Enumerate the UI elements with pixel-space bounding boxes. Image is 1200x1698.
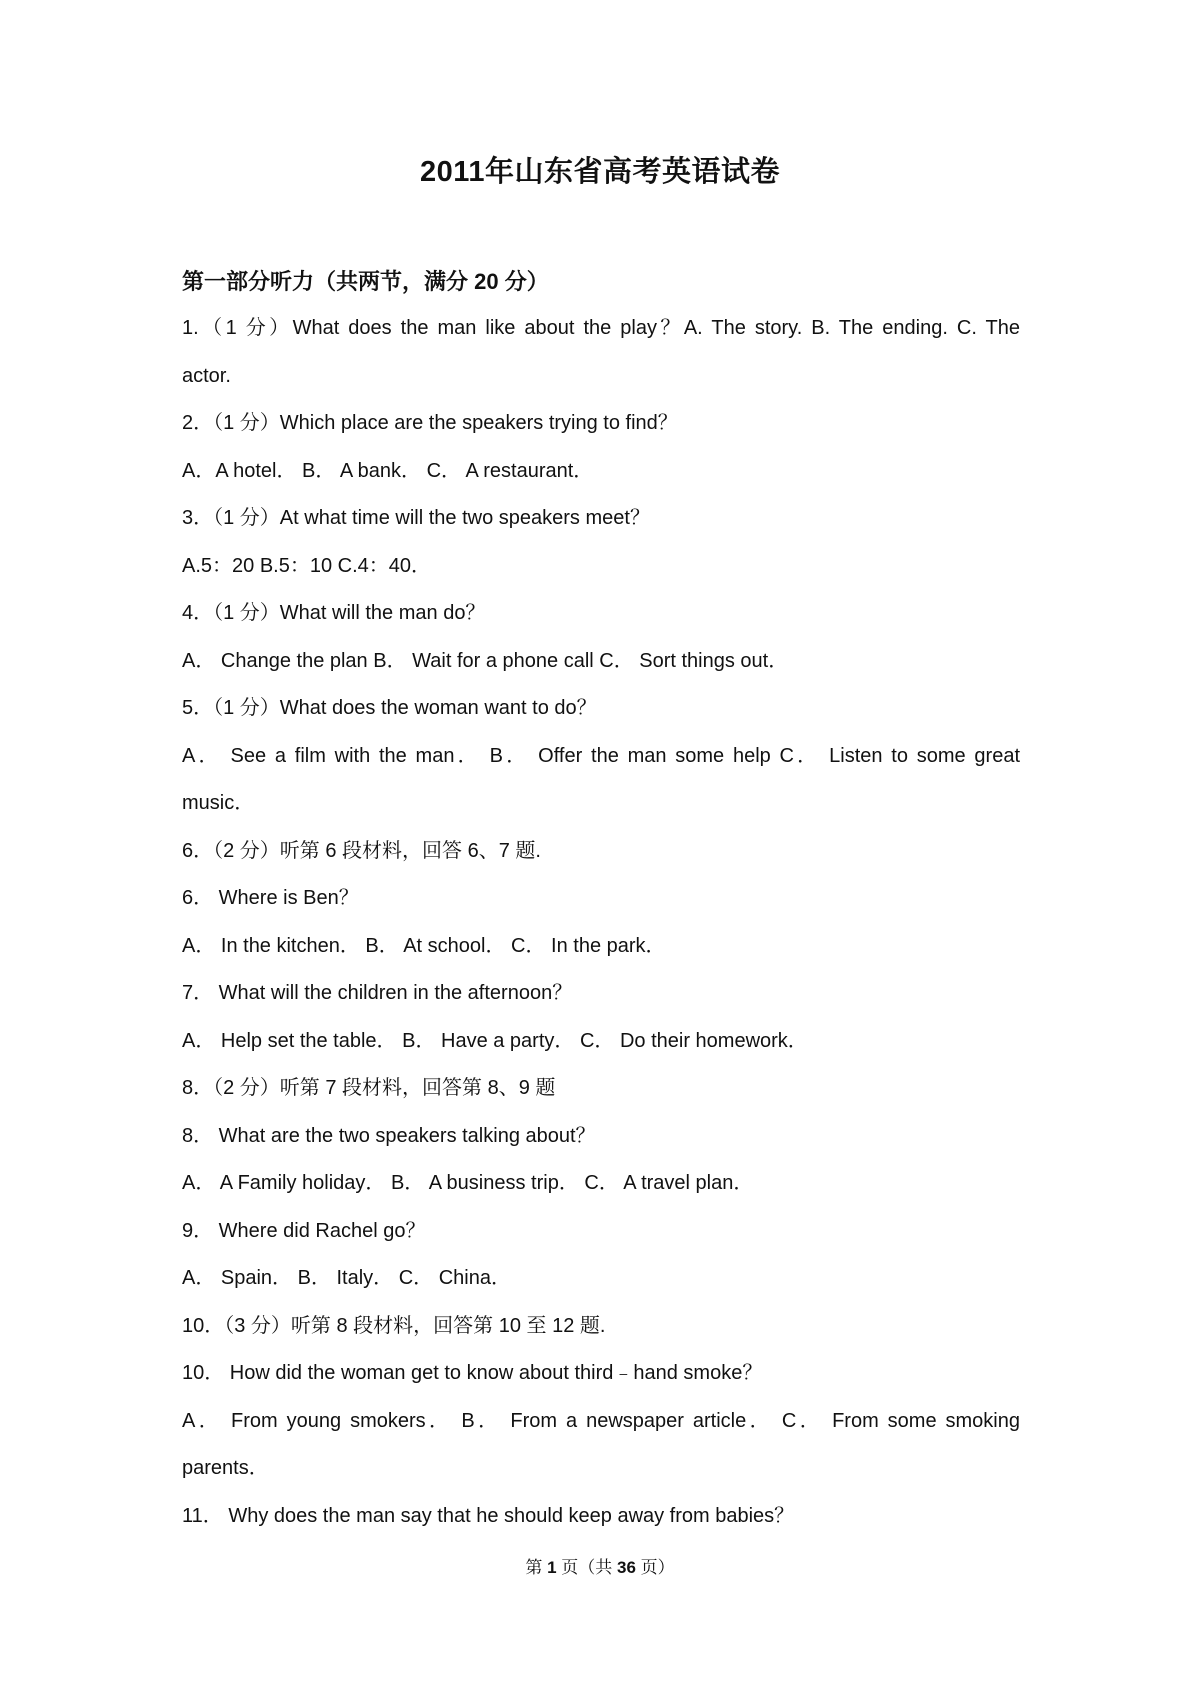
footer-total-pages: 36: [617, 1558, 636, 1577]
document-body: [182, 258, 1020, 1540]
text-line: 3．（1 分）At what time will the two speakers meet？: [182, 507, 650, 529]
text-line: A． From young smokers． B． From a newspaper article． C． From some smoking: [182, 1409, 1020, 1432]
text-line: 7． What will the children in the afternoon？: [182, 982, 573, 1004]
text-line: 8． What are the two speakers talking about？: [182, 1124, 596, 1147]
page-title: 2011年山东省高考英语试卷: [420, 156, 780, 188]
text-line: actor.: [182, 364, 231, 387]
text-line: music．: [182, 792, 255, 814]
text-line: 1.（1 分）What does the man like about the play？A. The story. B. The ending. C. The: [182, 317, 1020, 339]
footer-middle: 页（共: [556, 1558, 617, 1577]
footer-page-number: 1: [547, 1558, 557, 1577]
text-line: 2．（1 分）Which place are the speakers trying to find？: [182, 412, 678, 434]
text-line: 11． Why does the man say that he should keep away from babies？: [182, 1504, 795, 1527]
text-line: 6．（2 分）听第 6 段材料，回答 6、7 题.: [182, 839, 541, 862]
text-line: A． See a film with the man． B． Offer the man some help C． Listen to some great: [182, 744, 1020, 767]
text-line: A． In the kitchen． B． At school． C． In the park．: [182, 934, 666, 957]
text-line: 10． How did the woman get to know about third﹣hand smoke？: [182, 1362, 763, 1384]
text-line: 9． Where did Rachel go？: [182, 1219, 426, 1242]
text-line: 4．（1 分）What will the man do？: [182, 602, 486, 624]
text-line: 8．（2 分）听第 7 段材料，回答第 8、9 题: [182, 1077, 556, 1099]
text-line: A． Spain． B． Italy． C． China．: [182, 1267, 511, 1289]
text-line: 10．（3 分）听第 8 段材料，回答第 10 至 12 题.: [182, 1314, 606, 1337]
text-line: parents．: [182, 1457, 269, 1479]
page-footer: [0, 1556, 1200, 1580]
footer-suffix: 页）: [635, 1558, 675, 1577]
text-line: A． A Family holiday． B． A business trip． C． A travel plan．: [182, 1172, 754, 1194]
text-line: 5．（1 分）What does the woman want to do？: [182, 697, 597, 719]
question-list: [182, 305, 1020, 1540]
section-heading: 第一部分听力（共两节，满分 20 分）: [182, 269, 549, 294]
text-line: A． Change the plan B． Wait for a phone call C． Sort things out．: [182, 649, 789, 672]
text-line: A.5：20 B.5：10 C.4：40．: [182, 554, 432, 577]
footer-prefix: 第: [525, 1558, 548, 1577]
text-line: A．A hotel． B． A bank． C． A restaurant．: [182, 459, 594, 482]
text-line: 6． Where is Ben？: [182, 887, 359, 909]
text-line: A． Help set the table． B． Have a party． C． Do their homework．: [182, 1029, 808, 1052]
